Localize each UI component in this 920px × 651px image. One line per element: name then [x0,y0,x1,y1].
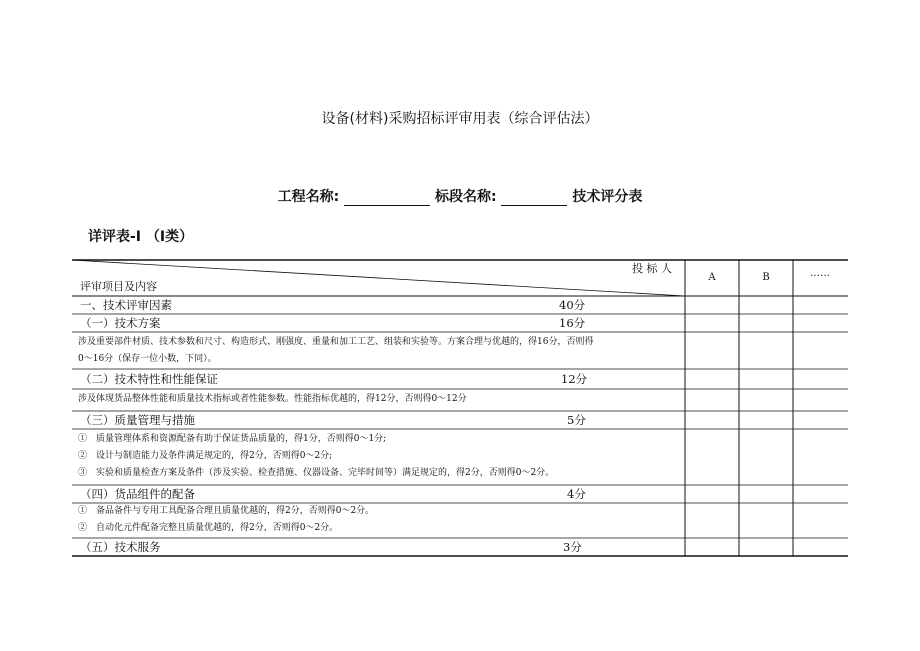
row-label-components: （四）货品组件的配备 [80,487,195,501]
header-item: 评审项目及内容 [80,280,157,293]
column-header-more: …… [810,268,830,279]
list-item: ② 自动化元件配备完整且质量优越的，得2分，否则得0～2分。 [78,523,339,533]
document-title: 设备(材料)采购招标评审用表（综合评估法） [321,111,599,127]
section-name-blank [501,191,567,206]
list-item: ③ 实验和质量检查方案及条件（涉及实验、检查措施、仪器设备、完毕时间等）满足规定的，得2分，否则得0～2分。 [78,468,555,478]
row-text-tech-plan-1: 涉及重要部件材质、技术参数和尺寸、构造形式、刚强度、重量和加工工艺、组装和实验等。方案合理与优越的，得16分，否则得 [78,337,594,347]
row-score-quality: 5分 [567,413,586,427]
row-label-performance: （二）技术特性和性能保证 [80,372,218,386]
column-header-a: A [708,272,716,283]
list-item: ② 设计与制造能力及条件满足规定的，得2分，否则得0～2分; [78,451,333,461]
row-text-performance: 涉及体现货品整体性能和质量技术指标或者性能参数。性能指标优越的，得12分，否则得0～12分 [78,394,467,404]
list-item: ① 质量管理体系和资源配备有助于保证货品质量的，得1分，否则得0～1分; [78,434,387,444]
project-name-label: 工程名称: [277,189,340,205]
row-label-service: （五）技术服务 [80,540,161,554]
row-score-tech-plan: 16分 [559,316,586,330]
table-title: 详评表-Ⅰ （Ⅰ类） [88,229,194,245]
row-label-quality: （三）质量管理与措施 [80,413,195,427]
list-item: ① 备品备件与专用工具配备合理且质量优越的，得2分，否则得0～2分。 [78,506,375,516]
row-score-tech-factors: 40分 [559,298,586,312]
form-subheading [0,186,920,206]
row-label-tech-factors: 一、技术评审因素 [80,298,172,312]
tech-score-label: 技术评分表 [572,189,643,205]
row-score-performance: 12分 [561,372,588,386]
evaluation-table [72,259,848,557]
section-name-label: 标段名称: [435,189,497,205]
row-text-tech-plan-2: 0～16分（保存一位小数，下同）。 [78,354,217,364]
project-name-blank [344,191,430,206]
row-label-tech-plan: （一）技术方案 [80,316,161,330]
column-header-b: B [762,272,770,283]
row-score-service: 3分 [563,540,582,554]
row-score-components: 4分 [567,487,586,501]
header-bidder: 投 标 人 [632,262,672,275]
